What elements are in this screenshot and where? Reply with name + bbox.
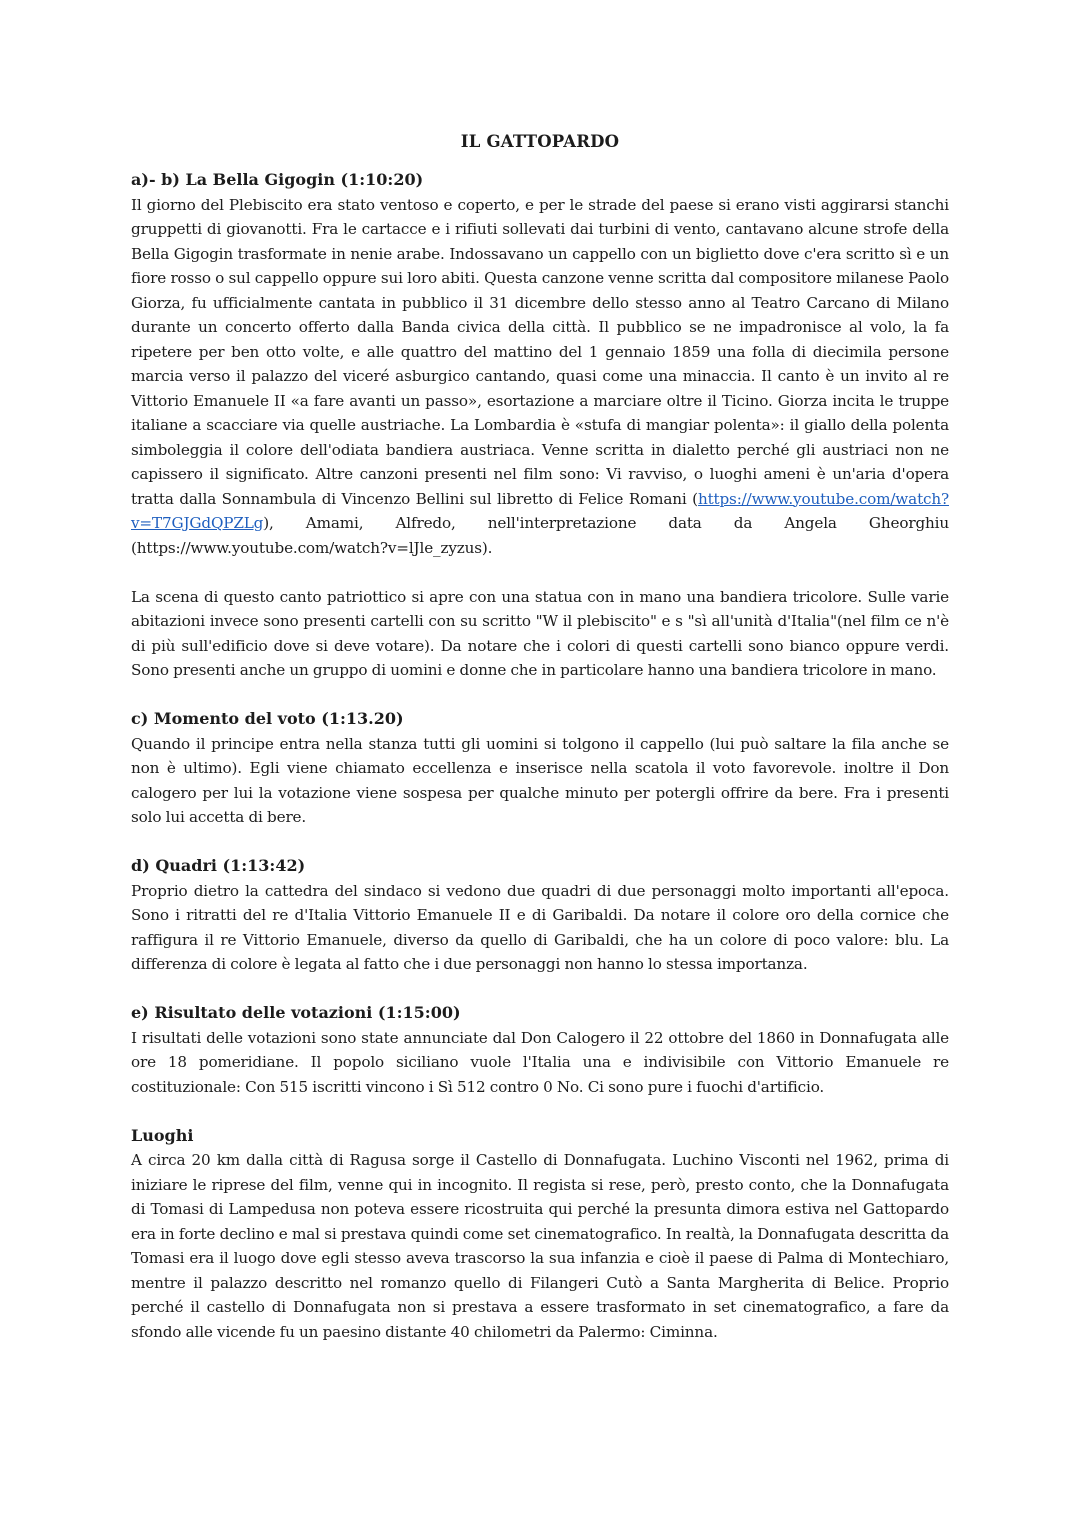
section-bella-gigogin — [131, 168, 949, 683]
section-paragraph: La scena di questo canto patriottico si apre con una statua con in mano una bandiera tricolore. Sulle varie abitazioni invece sono presenti cartelli con su scritto "W il plebiscito" e s "sì all'unità d'Italia"(nel film ce n'è di più sull'edificio dove si deve votare). Da notare che i colori di questi cartelli sono bianco oppure verdi. Sono presenti anche un gruppo di uomini e donne che in particolare hanno una bandiera tricolore in mano. — [131, 587, 949, 679]
section-heading: e) Risultato delle votazioni (1:15:00) — [131, 1003, 461, 1022]
youtube-link[interactable]: https://www.youtube.com/watch?v=T7GJGdQPZLg — [131, 489, 949, 532]
section-luoghi — [131, 1124, 949, 1345]
section-risultato-votazioni — [131, 1001, 949, 1099]
section-paragraph: I risultati delle votazioni sono state annunciate dal Don Calogero il 22 ottobre del 1860 in Donnafugata alle ore 18 pomeridiane. Il popolo siciliano vuole l'Italia una e indivisibile con Vittorio Emanuele re costituzionale: Con 515 iscritti vincono i Sì 512 contro 0 No. Ci sono pure i fuochi d'artificio. — [131, 1028, 949, 1096]
section-paragraph: Quando il principe entra nella stanza tutti gli uomini si tolgono il cappello (lui può saltare la fila anche se non è ultimo). Egli viene chiamato eccellenza e inserisce nella scatola il voto favorevole. inoltre il Don calogero per lui la votazione viene sospesa per qualche minuto per potergli offrire da bere. Fra i presenti solo lui accetta di bere. — [131, 734, 949, 826]
section-paragraph — [131, 193, 949, 561]
paragraph-text: ), Amami, Alfredo, nell'interpretazione data da Angela Gheorghiu (https://www.youtube.com/watch?v=lJle_zyzus). — [131, 514, 949, 557]
section-heading: c) Momento del voto (1:13.20) — [131, 709, 404, 728]
section-quadri — [131, 854, 949, 977]
section-heading: Luoghi — [131, 1125, 194, 1145]
document-page — [131, 128, 949, 1344]
section-heading: a)- b) La Bella Gigogin (1:10:20) — [131, 170, 424, 189]
section-paragraph: Proprio dietro la cattedra del sindaco si vedono due quadri di due personaggi molto importanti all'epoca. Sono i ritratti del re d'Italia Vittorio Emanuele II e di Garibaldi. Da notare il colore oro della cornice che raffigura il re Vittorio Emanuele, diverso da quello di Garibaldi, che ha un colore di poco valore: blu. La differenza di colore è legata al fatto che i due personaggi non hanno lo stessa importanza. — [131, 881, 949, 973]
paragraph-text: Il giorno del Plebiscito era stato ventoso e coperto, e per le strade del paese si erano visti aggirarsi stanchi gruppetti di giovanotti. Fra le cartacce e i rifiuti sollevati dai turbini di vento, cantavano alcune strofe della Bella Gigogin trasformate in nenie arabe. Indossavano un cappello con un biglietto dove c'era scritto sì e un fiore rosso o sul cappello oppure sui loro abiti. Questa canzone venne scritta dal compositore milanese Paolo Giorza, fu ufficialmente cantata in pubblico il 31 dicembre dello stesso anno al Teatro Carcano di Milano durante un concerto offerto dalla Banda civica della città. Il pubblico se ne impadronisce al volo, la fa ripetere per ben otto volte, e alle quattro del mattino del 1 gennaio 1859 una folla di diecimila persone marcia verso il palazzo del viceré asburgico cantando, quasi come una minaccia. Il canto è un invito al re Vittorio Emanuele II «a fare avanti un passo», esortazione a marciare oltre il Ticino. Giorza incita le truppe italiane a scacciare via quelle austriache. La Lombardia è «stufa di mangiar polenta»: il giallo della polenta simboleggia il colore dell'odiata bandiera austriaca. Venne scritta in dialetto perché gli austriaci non ne capissero il significato. Altre canzoni presenti nel film sono: Vi ravviso, o luoghi ameni è un'aria d'opera tratta dalla Sonnambula di Vincenzo Bellini sul libretto di Felice Romani ( — [131, 195, 949, 508]
document-title: IL GATTOPARDO — [460, 132, 620, 151]
section-heading: d) Quadri (1:13:42) — [131, 856, 306, 875]
section-momento-del-voto — [131, 707, 949, 830]
section-paragraph: A circa 20 km dalla città di Ragusa sorge il Castello di Donnafugata. Luchino Visconti nel 1962, prima di iniziare le riprese del film, venne qui in incognito. Il regista si rese, però, presto conto, che la Donnafugata di Tomasi di Lampedusa non poteva essere ricostruita qui perché la presunta dimora estiva nel Gattopardo era in forte declino e mal si prestava quindi come set cinematografico. In realtà, la Donnafugata descritta da Tomasi era il luogo dove egli stesso aveva trascorso la sua infanzia e cioè il paese di Palma di Montechiaro, mentre il palazzo descritto nel romanzo quello di Filangeri Cutò a Santa Margherita di Belice. Proprio perché il castello di Donnafugata non si prestava a essere trasformato in set cinematografico, a fare da sfondo alle vicende fu un paesino distante 40 chilometri da Palermo: Ciminna. — [131, 1151, 949, 1341]
